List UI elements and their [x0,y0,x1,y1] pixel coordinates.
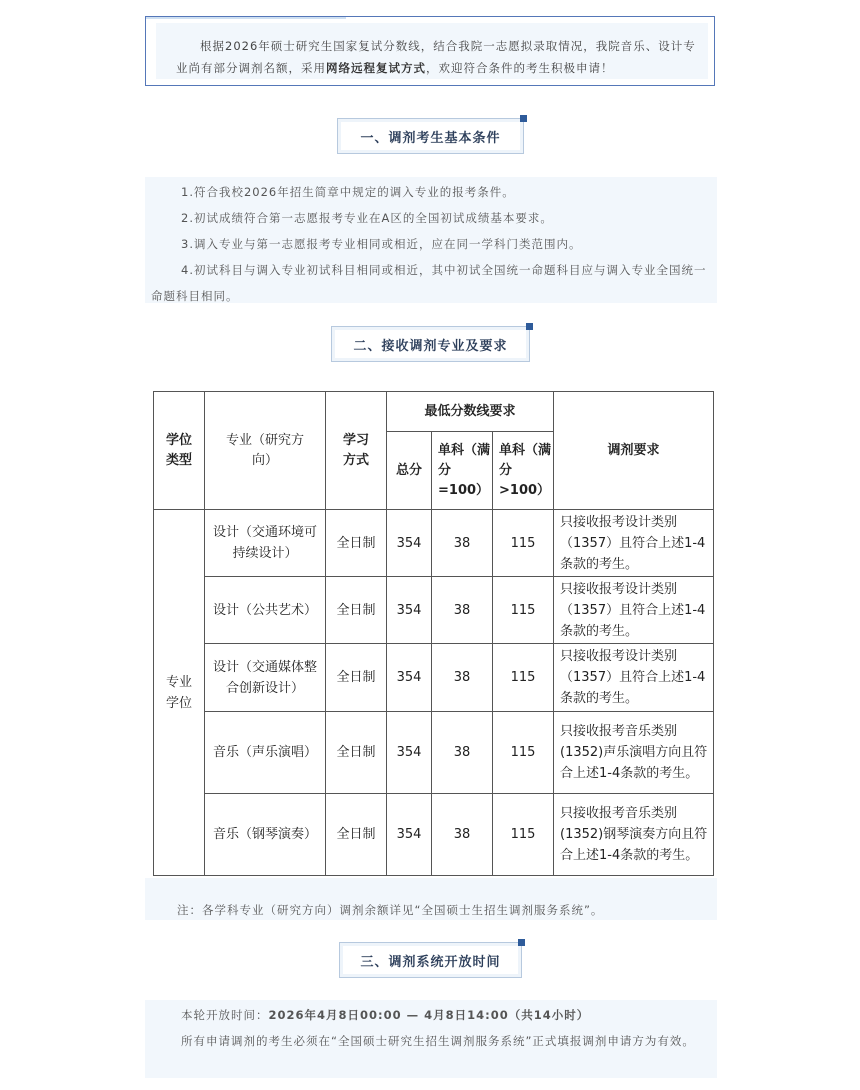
open-time-label: 本轮开放时间： [181,1008,269,1022]
single-100-cell: 38 [432,644,493,712]
header-major: 专业（研究方向） [205,392,326,510]
single-gt100-cell: 115 [493,794,554,876]
conditions-panel [145,177,717,303]
table-note: 注：各学科专业（研究方向）调剂余额详见“全国硕士生招生调剂服务系统”。 [177,903,604,917]
mode-cell: 全日制 [326,577,387,644]
major-cell: 设计（交通环境可持续设计） [205,510,326,577]
intro-box [145,16,715,86]
section2-heading [331,326,530,362]
requirement-cell: 只接收报考设计类别（1357）且符合上述1-4条款的考生。 [554,577,714,644]
heading-corner-decoration [520,115,527,122]
intro-text-bold: 网络远程复试方式 [326,61,426,75]
open-time-value: 2026年4月8日00:00 — 4月8日14:00（共14小时） [268,1008,590,1022]
table-row [154,712,714,794]
single-gt100-cell: 115 [493,644,554,712]
total-cell: 354 [387,577,432,644]
intro-text [156,23,708,79]
notice-text: 所有申请调剂的考生必须在“全国硕士研究生招生调剂服务系统”正式填报调剂申请方为有效。 [181,1034,695,1048]
degree-type-cell: 专业学位 [154,510,205,876]
table-header-row [154,392,714,432]
major-cell: 音乐（声乐演唱） [205,712,326,794]
header-study-mode: 学习方式 [326,392,387,510]
requirement-cell: 只接收报考设计类别（1357）且符合上述1-4条款的考生。 [554,644,714,712]
mode-cell: 全日制 [326,510,387,577]
section1-heading-text: 一、调剂考生基本条件 [360,130,501,146]
total-cell: 354 [387,712,432,794]
total-cell: 354 [387,794,432,876]
schedule-panel [145,1000,717,1078]
intro-text-start: 根据2026年硕士研究生国家复试分数线，结合我院一志愿拟录取情况，我院音乐、设计专业尚有部分调剂名额，采用 [176,39,696,75]
mode-cell: 全日制 [326,712,387,794]
requirement-cell: 只接收报考音乐类别(1352)声乐演唱方向且符合上述1-4条款的考生。 [554,712,714,794]
header-total: 总分 [387,432,432,510]
condition-item: 3.调入专业与第一志愿报考专业相同或相近，应在同一学科门类范围内。 [181,237,582,251]
header-single-gt100: 单科（满分>100） [493,432,554,510]
table-row [154,510,714,577]
section3-heading-text: 三、调剂系统开放时间 [360,954,501,970]
section3-heading [339,942,522,978]
total-cell: 354 [387,644,432,712]
condition-item: 4.初试科目与调入专业初试科目相同或相近，其中初试全国统一命题科目应与调入专业全国统一命题科目相同。 [151,263,707,303]
single-100-cell: 38 [432,577,493,644]
single-gt100-cell: 115 [493,577,554,644]
single-100-cell: 38 [432,712,493,794]
open-time-line [151,1002,711,1028]
mode-cell: 全日制 [326,644,387,712]
header-min-scores: 最低分数线要求 [387,392,554,432]
table-row [154,644,714,712]
section1-heading [337,118,524,154]
header-requirement: 调剂要求 [554,392,714,510]
single-gt100-cell: 115 [493,712,554,794]
single-100-cell: 38 [432,510,493,577]
condition-item: 1.符合我校2026年招生简章中规定的调入专业的报考条件。 [181,185,515,199]
single-100-cell: 38 [432,794,493,876]
admission-table [153,391,714,876]
section2-heading-text: 二、接收调剂专业及要求 [353,338,508,354]
requirement-cell: 只接收报考设计类别（1357）且符合上述1-4条款的考生。 [554,510,714,577]
requirement-cell: 只接收报考音乐类别(1352)钢琴演奏方向且符合上述1-4条款的考生。 [554,794,714,876]
header-single-100: 单科（满分=100） [432,432,493,510]
total-cell: 354 [387,510,432,577]
major-cell: 音乐（钢琴演奏） [205,794,326,876]
major-cell: 设计（公共艺术） [205,577,326,644]
intro-text-end: ，欢迎符合条件的考生积极申请！ [426,61,614,75]
heading-corner-decoration [518,939,525,946]
condition-item: 2.初试成绩符合第一志愿报考专业在A区的全国初试成绩基本要求。 [181,211,553,225]
table-row [154,794,714,876]
table-row [154,577,714,644]
mode-cell: 全日制 [326,794,387,876]
major-cell: 设计（交通媒体整合创新设计） [205,644,326,712]
heading-corner-decoration [526,323,533,330]
note-panel [145,878,717,920]
single-gt100-cell: 115 [493,510,554,577]
header-degree-type: 学位类型 [154,392,205,510]
